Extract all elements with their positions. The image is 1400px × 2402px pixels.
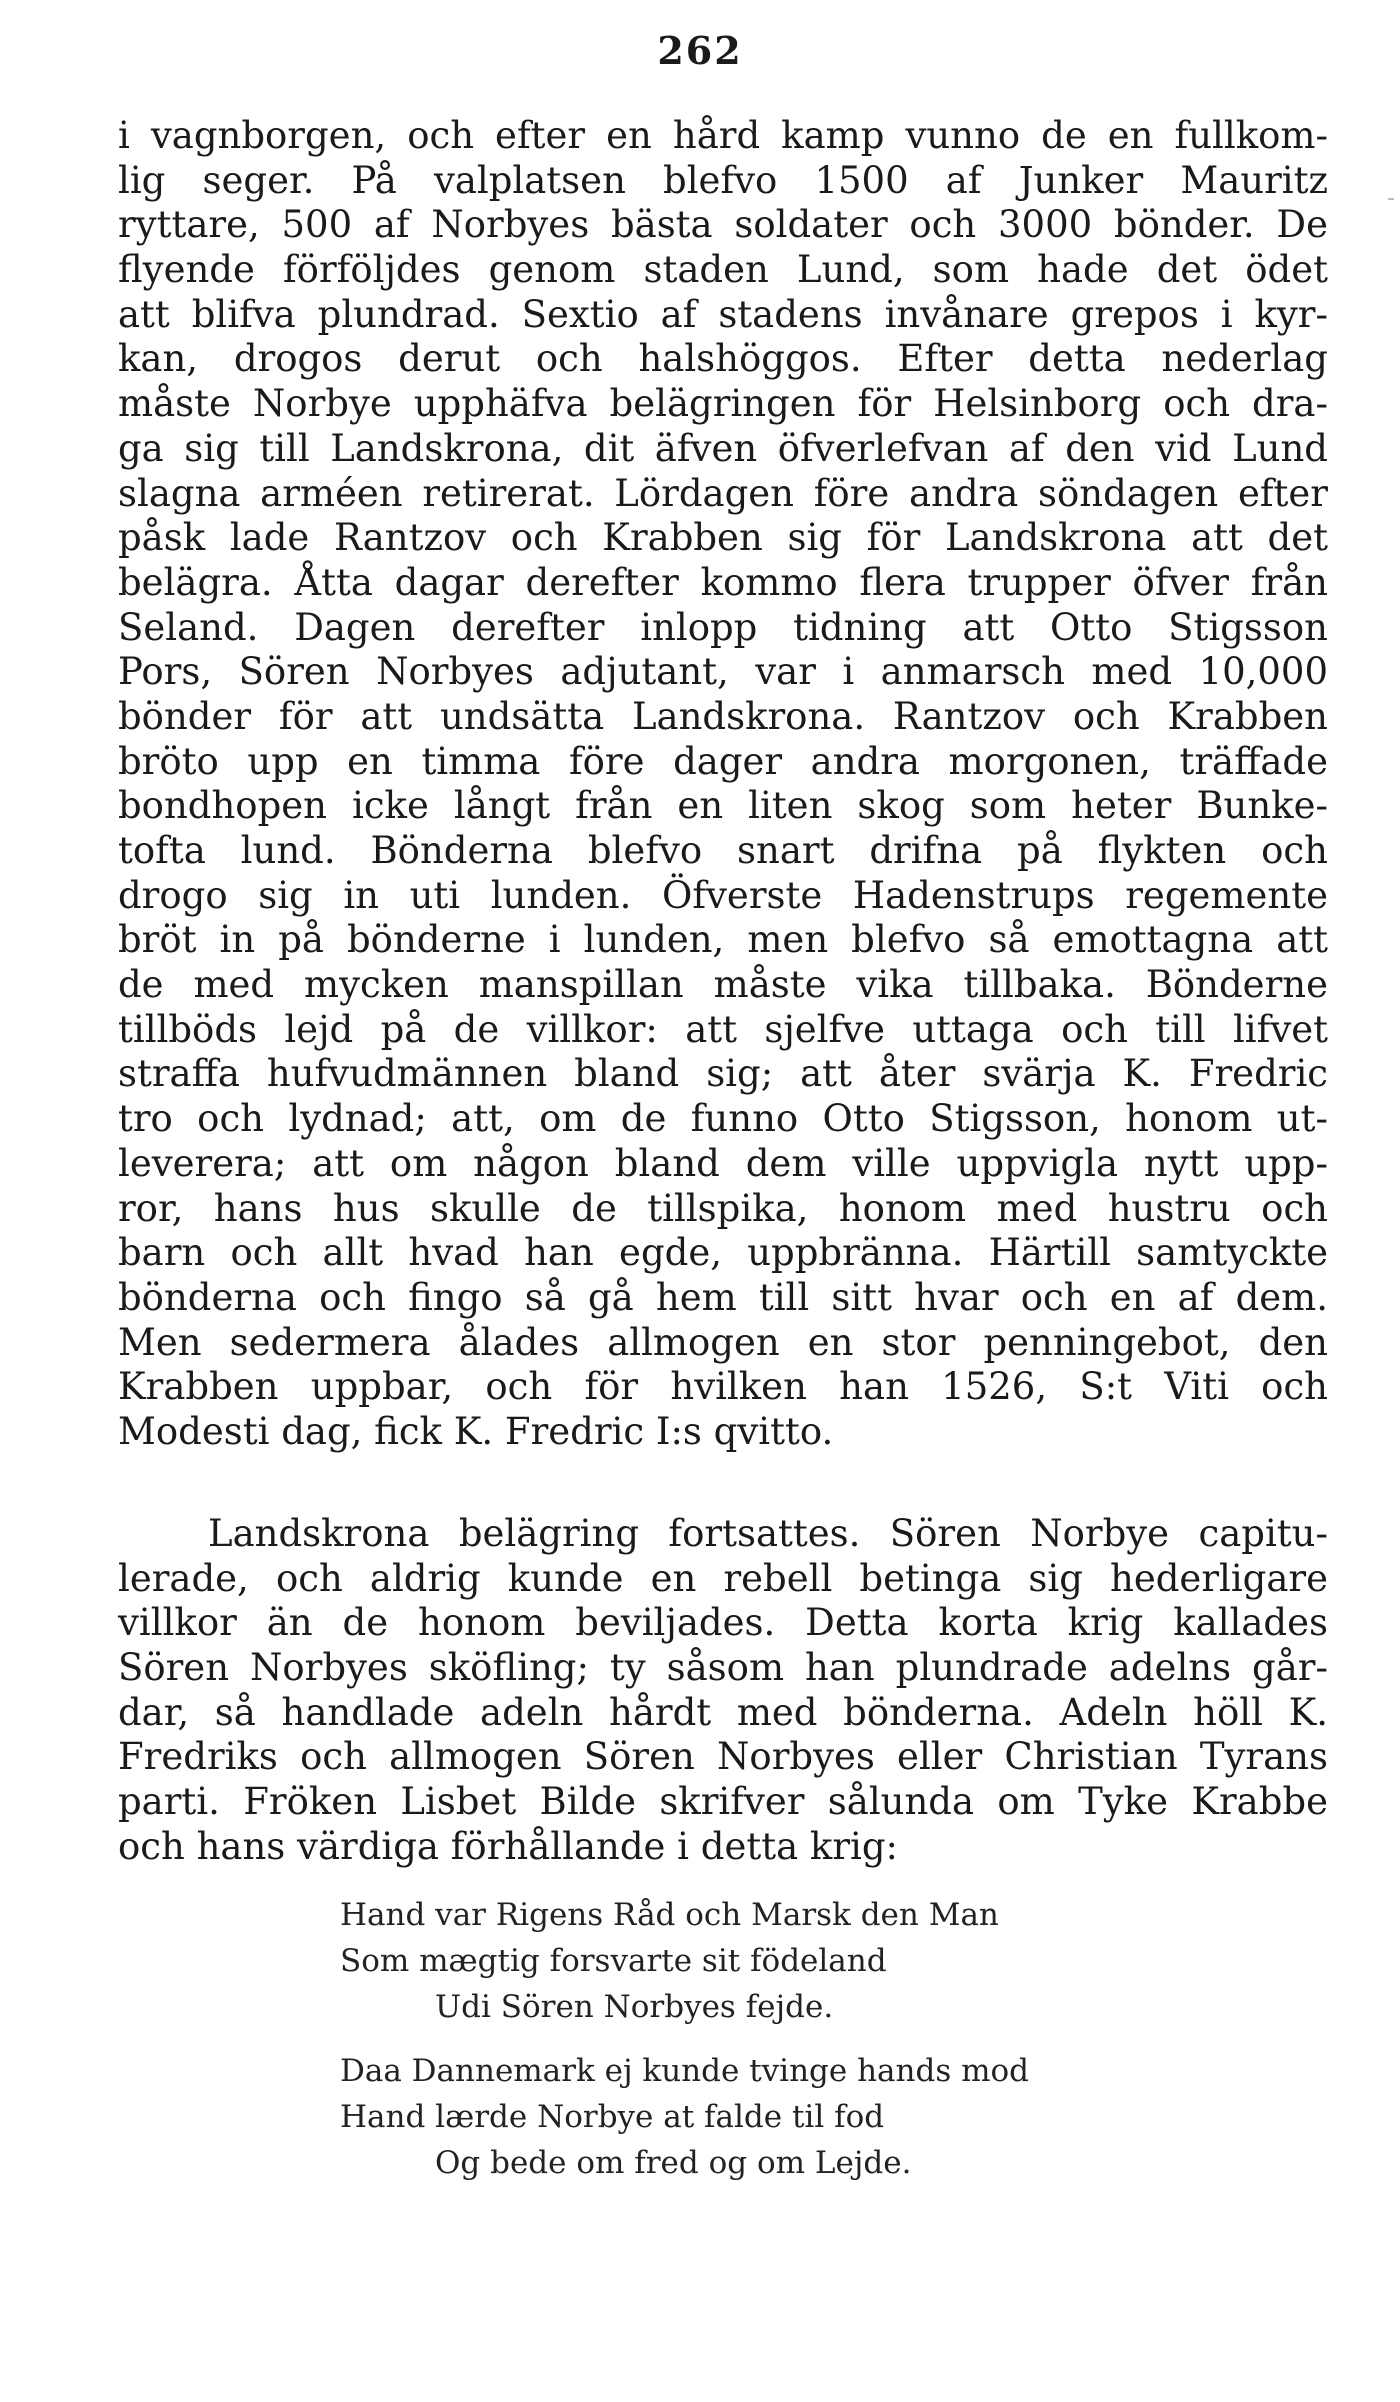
text-line: Pors, Sören Norbyes adjutant, var i anmarsch med 10,000 xyxy=(118,650,1328,694)
poem-stanza-2 xyxy=(340,2048,1029,2186)
text-line: Sören Norbyes sköfling; ty såsom han plundrade adelns går- xyxy=(118,1646,1328,1690)
text-line: tro och lydnad; att, om de funno Otto Stigsson, honom ut- xyxy=(118,1097,1328,1141)
text-line: straffa hufvudmännen bland sig; att åter svärja K. Fredric xyxy=(118,1052,1328,1096)
paragraph-1 xyxy=(118,114,1328,1455)
poem-quotation xyxy=(340,1892,1029,2186)
text-line: i vagnborgen, och efter en hård kamp vunno de en fullkom- xyxy=(118,114,1328,157)
text-line: flyende förföljdes genom staden Lund, som hade det ödet xyxy=(118,248,1328,292)
text-line: tofta lund. Bönderna blefvo snart drifna på flykten och xyxy=(118,829,1328,872)
text-line: att blifva plundrad. Sextio af stadens invånare grepos i kyr- xyxy=(118,292,1328,336)
poem-line: Og bede om fred og om Lejde. xyxy=(435,2145,912,2181)
text-line: bröt in på bönderne i lunden, men blefvo så emottagna att xyxy=(118,918,1328,962)
text-line: villkor än de honom beviljades. Detta korta krig kallades xyxy=(118,1601,1328,1645)
poem-line: Daa Dannemark ej kunde tvinge hands mod xyxy=(340,2053,1030,2089)
text-line: ga sig till Landskrona, dit äfven öfverlefvan af den vid Lund xyxy=(118,426,1328,470)
poem-line: Hand lærde Norbye at falde til fod xyxy=(340,2099,885,2135)
text-line: Modesti dag, fick K. Fredric I:s qvitto. xyxy=(118,1409,834,1453)
poem-line: Hand var Rigens Råd och Marsk den Man xyxy=(340,1897,999,1933)
text-line: bondhopen icke långt från en liten skog som heter Bunke- xyxy=(118,784,1328,828)
margin-mark xyxy=(1388,198,1394,200)
text-line: leverera; att om någon bland dem ville uppvigla nytt upp- xyxy=(118,1141,1328,1185)
text-line: Landskrona belägring fortsattes. Sören Norbye capitu- xyxy=(208,1512,1328,1555)
poem-line: Som mægtig forsvarte sit födeland xyxy=(340,1943,887,1979)
text-line: och hans värdiga förhållande i detta krig: xyxy=(118,1824,898,1868)
text-line: belägra. Åtta dagar derefter kommo flera trupper öfver från xyxy=(118,560,1328,604)
text-line: bönder för att undsätta Landskrona. Rantzov och Krabben xyxy=(118,694,1328,738)
text-line: parti. Fröken Lisbet Bilde skrifver sålunda om Tyke Krabbe xyxy=(118,1780,1328,1824)
text-line: lerade, och aldrig kunde en rebell betinga sig hederligare xyxy=(118,1556,1328,1600)
text-line: ryttare, 500 af Norbyes bästa soldater och 3000 bönder. De xyxy=(118,203,1328,247)
poem-stanza-1 xyxy=(340,1892,1029,2030)
text-line: tillböds lejd på de villkor: att sjelfve uttaga och till lifvet xyxy=(118,1007,1328,1051)
text-line: måste Norbye upphäfva belägringen för Helsinborg och dra- xyxy=(118,382,1328,426)
text-line: bönderna och fingo så gå hem till sitt hvar och en af dem. xyxy=(118,1275,1328,1319)
text-line: ror, hans hus skulle de tillspika, honom med hustru och xyxy=(118,1186,1328,1230)
text-line: lig seger. På valplatsen blefvo 1500 af Junker Mauritz xyxy=(118,158,1328,202)
text-line: Men sedermera ålades allmogen en stor penningebot, den xyxy=(118,1320,1328,1364)
text-line: Seland. Dagen derefter inlopp tidning att Otto Stigsson xyxy=(118,605,1328,649)
text-line: Fredriks och allmogen Sören Norbyes eller Christian Tyrans xyxy=(118,1735,1328,1779)
text-line: de med mycken manspillan måste vika tillbaka. Bönderne xyxy=(118,963,1328,1007)
text-line: påsk lade Rantzov och Krabben sig för Landskrona att det xyxy=(118,516,1328,560)
poem-line: Udi Sören Norbyes fejde. xyxy=(435,1989,834,2025)
paragraph-2 xyxy=(118,1512,1328,1870)
page-number: 262 xyxy=(657,28,743,73)
text-line: barn och allt hvad han egde, uppbränna. Härtill samtyckte xyxy=(118,1231,1328,1275)
text-line: slagna arméen retirerat. Lördagen före andra söndagen efter xyxy=(118,471,1328,515)
text-line: kan, drogos derut och halshöggos. Efter detta nederlag xyxy=(118,337,1328,381)
text-line: dar, så handlade adeln hårdt med bönderna. Adeln höll K. xyxy=(118,1690,1328,1734)
text-line: bröto upp en timma före dager andra morgonen, träffade xyxy=(118,739,1328,783)
text-line: Krabben uppbar, och för hvilken han 1526, S:t Viti och xyxy=(118,1365,1328,1409)
text-line: drogo sig in uti lunden. Öfverste Hadenstrups regemente xyxy=(118,873,1328,917)
